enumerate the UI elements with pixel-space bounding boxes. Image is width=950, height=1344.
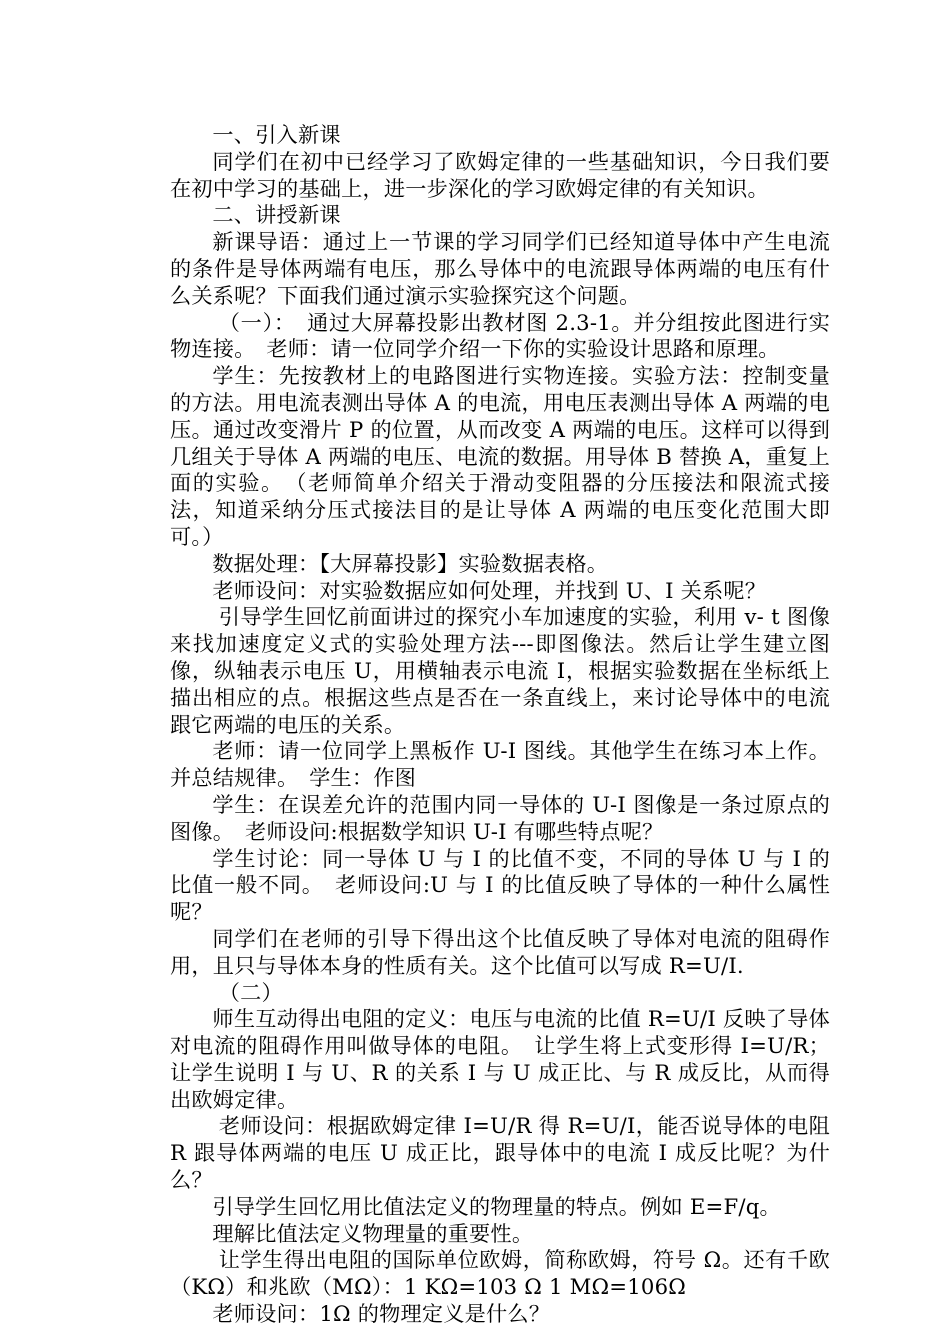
paragraph: 引导学生回忆用比值法定义的物理量的特点。例如 E=F/q。	[212, 1193, 781, 1219]
paragraph: 同学们在初中已经学习了欧姆定律的一些基础知识，今日我们要在初中学习的基础上，进一步深化的学习欧姆定律的有关知识。	[170, 148, 830, 201]
paragraph: 学生讨论：同一导体 U 与 I 的比值不变，不同的导体 U 与 I 的比值一般不同。 老师设问:U 与 I 的比值反映了导体的一种什么属性呢？	[170, 845, 830, 925]
paragraph: 老师设问：1Ω 的物理定义是什么？	[212, 1301, 551, 1327]
paragraph: 老师设问：对实验数据应如何处理，并找到 U、I 关系呢？	[212, 577, 767, 603]
paragraph-part-one: （一）： 通过大屏幕投影出教材图 2.3-1。并分组按此图进行实物连接。 老师：请一位同学介绍一下你的实验设计思路和原理。	[170, 309, 830, 362]
paragraph: 学生：在误差允许的范围内同一导体的 U-I 图像是一条过原点的图像。 老师设问:根据数学知识 U-I 有哪些特点呢？	[170, 791, 830, 844]
document-body	[170, 122, 830, 1328]
paragraph: 师生互动得出电阻的定义：电压与电流的比值 R=U/I 反映了导体对电流的阻碍作用叫做导体的电阻。 让学生将上式变形得 I=U/R；让学生说明 I 与 U、R 的关系 I 与 U 成正比、与 R 成反比，从而得出欧姆定律。	[170, 1006, 830, 1112]
paragraph: 数据处理：【大屏幕投影】实验数据表格。	[212, 550, 609, 576]
paragraph: 理解比值法定义物理量的重要性。	[212, 1220, 534, 1246]
section-heading-lecture: 二、讲授新课	[212, 202, 341, 228]
paragraph: 引导学生回忆前面讲过的探究小车加速度的实验，利用 v- t 图像来找加速度定义式的实验处理方法---即图像法。然后让学生建立图像，纵轴表示电压 U，用横轴表示电流 I，根据实验数据在坐标纸上描出相应的点。根据这些点是否在一条直线上，来讨论导体中的电流跟它两端的电压的关系。	[170, 604, 830, 737]
paragraph: 同学们在老师的引导下得出这个比值反映了导体对电流的阻碍作用，且只与导体本身的性质有关。这个比值可以写成 R=U/I.	[170, 925, 830, 978]
paragraph: 学生：先按教材上的电路图进行实物连接。实验方法：控制变量的方法。用电流表测出导体 A 的电流，用电压表测出导体 A 两端的电压。通过改变滑片 P 的位置，从而改变 A 两端的电压。这样可以得到几组关于导体 A 两端的电压、电流的数据。用导体 B 替换 A，重复上面的实验。 （老师简单介绍关于滑动变阻器的分压接法和限流式接法，知道采纳分压式接法目的是让导体 A 两端的电压变化范围大即可。）	[170, 363, 830, 549]
paragraph: 让学生得出电阻的国际单位欧姆，简称欧姆，符号 Ω。还有千欧（KΩ）和兆欧（MΩ）：1 KΩ=103 Ω 1 MΩ=106Ω	[170, 1247, 830, 1300]
paragraph: 老师：请一位同学上黑板作 U-I 图线。其他学生在练习本上作。并总结规律。 学生：作图	[170, 738, 830, 791]
section-heading-intro: 一、引入新课	[212, 122, 341, 147]
paragraph: 新课导语：通过上一节课的学习同学们已经知道导体中产生电流的条件是导体两端有电压，那么导体中的电流跟导体两端的电压有什么关系呢？下面我们通过演示实验探究这个问题。	[170, 229, 830, 308]
paragraph: 老师设问：根据欧姆定律 I=U/R 得 R=U/I，能否说导体的电阻 R 跟导体两端的电压 U 成正比，跟导体中的电流 I 成反比呢？为什么？	[170, 1113, 830, 1193]
paragraph-part-two-heading: （二）	[218, 979, 283, 1005]
